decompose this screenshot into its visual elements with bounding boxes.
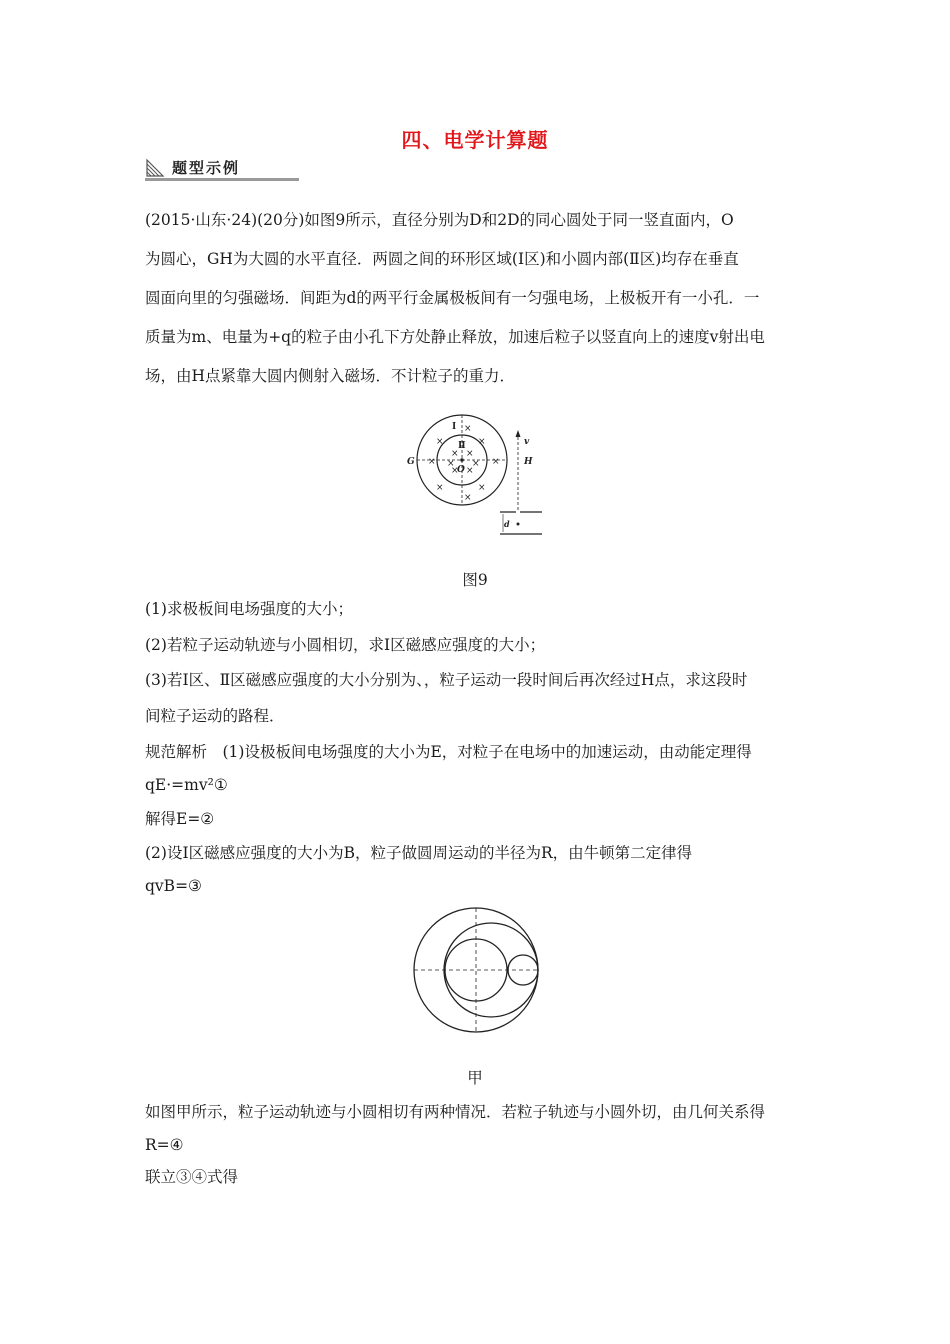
- field-mark: ×: [436, 437, 444, 447]
- velocity-label: v: [524, 437, 530, 447]
- problem-line: 场，由H点紧靠大圆内侧射入磁场．不计粒子的重力．: [145, 367, 516, 385]
- section-header: [145, 154, 299, 184]
- problem-line: 圆面向里的匀强磁场．间距为d的两平行金属极板间有一匀强电场，上极板开有一小孔．一: [145, 289, 760, 307]
- field-mark: ×: [466, 449, 474, 459]
- closing-line: R=④: [145, 1136, 184, 1154]
- field-mark: ×: [492, 457, 500, 467]
- question-line: (2)若粒子运动轨迹与小圆相切，求Ⅰ区磁感应强度的大小；: [145, 636, 546, 654]
- gap-label: d: [504, 519, 510, 529]
- page-title: 四、电学计算题: [401, 128, 549, 152]
- problem-line: (2015·山东·24)(20分)如图9所示，直径分别为D和2D的同心圆处于同一竖直面内，O: [145, 211, 734, 229]
- field-mark: ×: [428, 457, 436, 467]
- field-mark: ×: [451, 466, 459, 476]
- plate-hole: [516, 510, 520, 514]
- h-label: H: [524, 457, 533, 467]
- problem-line: 质量为m、电量为+q的粒子由小孔下方处静止释放，加速后粒子以竖直向上的速度v射出电: [145, 328, 765, 346]
- velocity-arrow: [516, 430, 521, 437]
- g-label: G: [407, 457, 415, 467]
- field-mark: ×: [472, 459, 480, 469]
- region-1-label: Ⅰ: [452, 422, 457, 432]
- solution-line: 规范解析 (1)设极板间电场强度的大小为E，对粒子在电场中的加速运动，由动能定理得: [145, 743, 752, 761]
- figure-9-diagram: [400, 410, 550, 540]
- center-label: O: [457, 465, 465, 475]
- field-mark: ×: [478, 483, 486, 493]
- solution-line: qE·=mv²①: [145, 776, 228, 794]
- field-mark: ×: [451, 449, 459, 459]
- figure-jia-diagram: [410, 906, 545, 1036]
- closing-line: 联立③④式得: [145, 1168, 239, 1186]
- field-mark: ×: [447, 459, 455, 469]
- corner-triangle-icon: [145, 158, 165, 178]
- solution-line: qvB=③: [145, 877, 202, 895]
- question-line: (3)若Ⅰ区、Ⅱ区磁感应强度的大小分别为、，粒子运动一段时间后再次经过H点，求这段时: [145, 671, 748, 689]
- small-circle: [445, 939, 507, 1001]
- field-mark: ×: [466, 466, 474, 476]
- field-mark: ×: [464, 424, 472, 434]
- field-mark: ×: [478, 437, 486, 447]
- solution-line: 解得E=②: [145, 810, 215, 828]
- figure-jia-caption: 甲: [467, 1069, 483, 1087]
- field-mark: ×: [436, 483, 444, 493]
- region-2-label: Ⅱ: [458, 441, 466, 451]
- particle-dot: [517, 523, 520, 526]
- center-dot: [460, 458, 464, 462]
- closing-line: 如图甲所示，粒子运动轨迹与小圆相切有两种情况．若粒子轨迹与小圆外切，由几何关系得: [145, 1103, 766, 1121]
- section-header-label: 题型示例: [172, 159, 241, 177]
- section-divider: [145, 178, 299, 181]
- field-mark: ×: [464, 493, 472, 503]
- question-line: 间粒子运动的路程．: [145, 707, 285, 725]
- figure-9-caption: 图9: [462, 571, 488, 589]
- solution-line: (2)设Ⅰ区磁感应强度的大小为B，粒子做圆周运动的半径为R，由牛顿第二定律得: [145, 844, 693, 862]
- problem-line: 为圆心，GH为大圆的水平直径．两圆之间的环形区域(Ⅰ区)和小圆内部(Ⅱ区)均存在垂直: [145, 250, 739, 268]
- question-line: (1)求极板间电场强度的大小；: [145, 600, 353, 618]
